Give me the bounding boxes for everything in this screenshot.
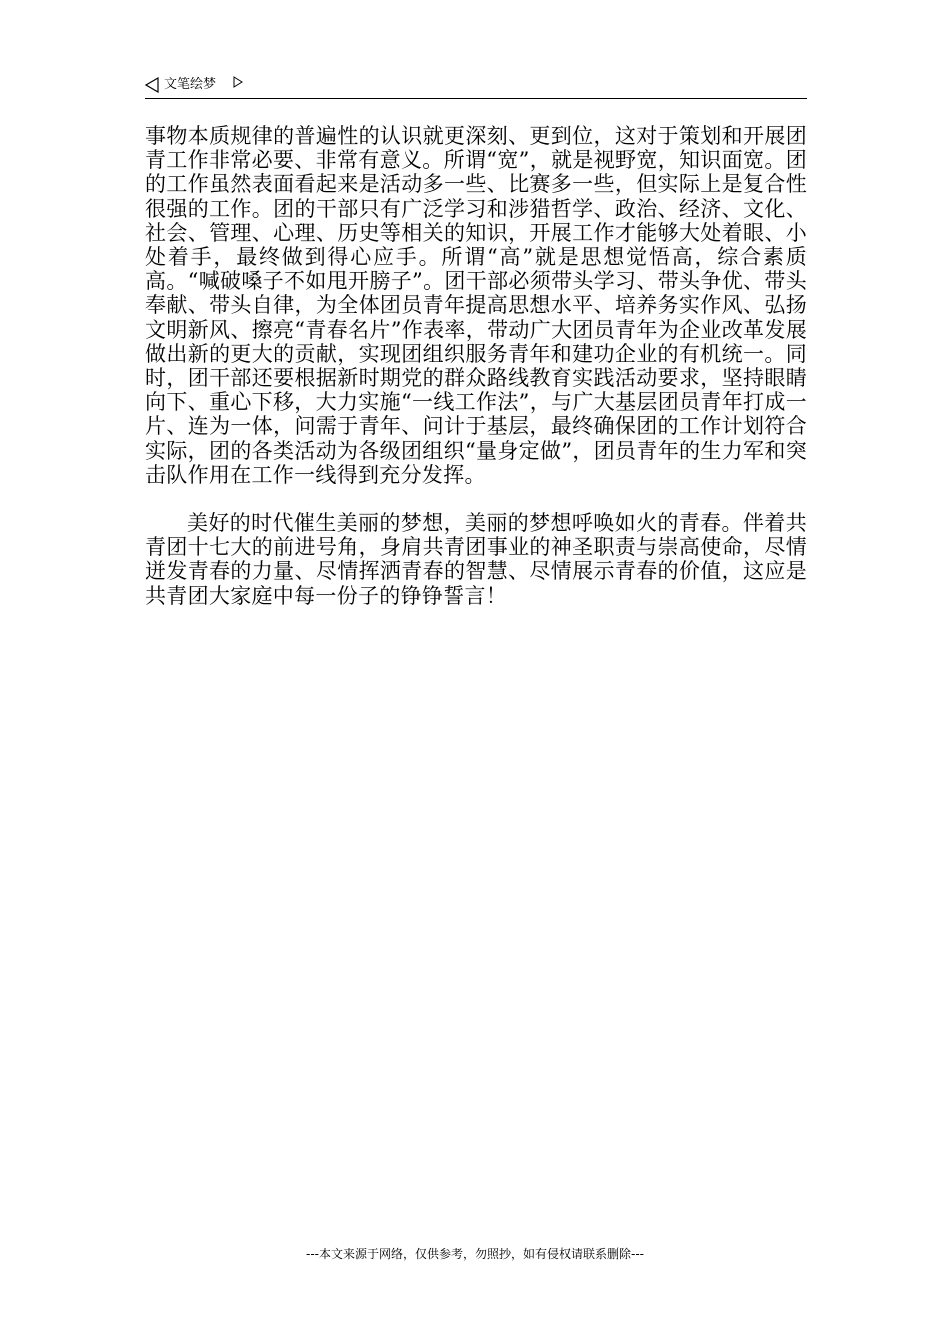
header-title: 文笔绘梦 (164, 77, 217, 92)
paragraph-2: 美好的时代催生美丽的梦想，美丽的梦想呼唤如火的青春。伴着共青团十七大的前进号角，身肩共青团事业的神圣职责与崇高使命，尽情迸发青春的力量、尽情挥洒青春的智慧、尽情展示青春的价值，这应是共青团大家庭中每一份子的铮铮誓言！ (145, 511, 807, 608)
footer-disclaimer: ---本文来源于网络，仅供参考，勿照抄，如有侵权请联系删除--- (306, 1247, 644, 1261)
paragraph-1: 事物本质规律的普遍性的认识就更深刻、更到位，这对于策划和开展团青工作非常必要、非常有意义。所谓“宽”，就是视野宽，知识面宽。团的工作虽然表面看起来是活动多一些、比赛多一些，但实际上是复合性很强的工作。团的干部只有广泛学习和涉猎哲学、政治、经济、文化、社会、管理、心理、历史等相关的知识，开展工作才能够大处着眼、小处着手，最终做到得心应手。所谓“高”就是思想觉悟高，综合素质高。“喊破嗓子不如甩开膀子”。团干部必须带头学习、带头争优、带头奉献、带头自律，为全体团员青年提高思想水平、培养务实作风、弘扬文明新风、擦亮“青春名片”作表率，带动广大团员青年为企业改革发展做出新的更大的贡献，实现团组织服务青年和建功企业的有机统一。同时，团干部还要根据新时期党的群众路线教育实践活动要求，坚持眼睛向下、重心下移，大力实施“一线工作法”，与广大基层团员青年打成一片、连为一体，问需于青年、问计于基层，最终确保团的工作计划符合实际，团的各类活动为各级团组织“量身定做”，团员青年的生力军和突击队作用在工作一线得到充分发挥。 (145, 124, 807, 487)
triangle-left-outline-icon (145, 77, 159, 93)
triangle-right-outline-icon (233, 76, 243, 88)
document-body (145, 124, 807, 608)
page-header (145, 72, 807, 99)
